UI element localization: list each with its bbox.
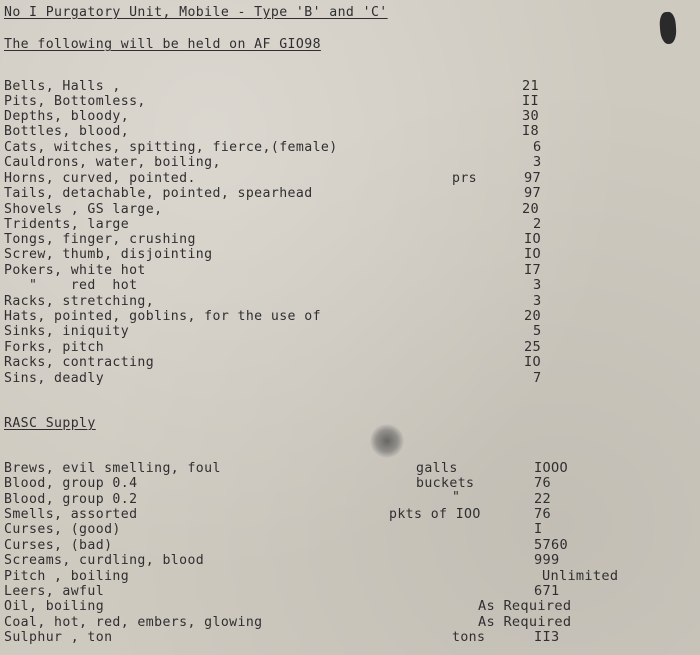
item-name: Racks, contracting <box>4 355 155 370</box>
item-qty: 25 <box>524 339 541 355</box>
item-name: Bottles, blood, <box>4 124 130 139</box>
item-qty: I <box>534 521 543 537</box>
item-name: Depths, bloody, <box>4 109 130 124</box>
item-qty: 76 <box>534 506 551 522</box>
item-name: Brews, evil smelling, foul <box>4 461 221 476</box>
item-qty: 5 <box>533 323 542 339</box>
item-qty: 2 <box>533 216 542 232</box>
section-heading: RASC Supply <box>4 416 96 431</box>
item-qty: 21 <box>522 78 539 94</box>
item-qty: I8 <box>522 123 539 139</box>
item-name: Cats, witches, spitting, fierce,(female) <box>4 140 338 155</box>
item-qty: 30 <box>522 108 539 124</box>
item-name: Tongs, finger, crushing <box>4 232 196 247</box>
item-qty: I7 <box>524 262 541 278</box>
item-qty: 20 <box>524 308 541 324</box>
stain-mark <box>659 11 677 44</box>
item-name: Curses, (good) <box>4 522 121 537</box>
item-qty: 76 <box>534 475 551 491</box>
item-unit: tons <box>452 630 486 645</box>
item-name: Coal, hot, red, embers, glowing <box>4 615 263 630</box>
item-name: Hats, pointed, goblins, for the use of <box>4 309 321 324</box>
item-name: Pits, Bottomless, <box>4 94 146 109</box>
item-name: Screams, curdling, blood <box>4 553 205 568</box>
item-name: Screw, thumb, disjointing <box>4 247 213 262</box>
item-qty: IOOO <box>534 460 568 476</box>
item-unit: prs <box>452 171 478 186</box>
item-name: Curses, (bad) <box>4 538 113 553</box>
item-name: Shovels , GS large, <box>4 202 163 217</box>
item-name: Sins, deadly <box>4 371 105 386</box>
item-qty: As Required <box>478 614 572 630</box>
item-name: Leers, awful <box>4 584 105 599</box>
item-name: Sinks, iniquity <box>4 324 130 339</box>
item-qty: 22 <box>534 491 551 507</box>
item-qty: 5760 <box>534 537 568 553</box>
item-name: Blood, group 0.4 <box>4 476 138 491</box>
document-subtitle: The following will be held on AF GIO98 <box>4 37 321 52</box>
item-qty: 999 <box>534 552 560 568</box>
item-name: Pitch , boiling <box>4 569 130 584</box>
item-name: Pokers, white hot <box>4 263 146 278</box>
item-qty: 6 <box>533 139 542 155</box>
item-name: Tridents, large <box>4 217 130 232</box>
item-name: Blood, group 0.2 <box>4 492 138 507</box>
item-name: " red hot <box>4 278 138 293</box>
item-name: Racks, stretching, <box>4 294 155 309</box>
item-name: Horns, curved, pointed. <box>4 171 196 186</box>
item-name: Sulphur , ton <box>4 630 113 645</box>
item-qty: IO <box>524 246 541 262</box>
item-name: Cauldrons, water, boiling, <box>4 155 221 170</box>
item-unit: galls <box>416 461 458 476</box>
document-title: No I Purgatory Unit, Mobile - Type 'B' and 'C' <box>4 5 388 20</box>
item-name: Bells, Halls , <box>4 79 121 94</box>
item-qty: 20 <box>522 201 539 217</box>
item-qty: IO <box>524 231 541 247</box>
item-qty: 671 <box>534 583 560 599</box>
item-qty: As Required <box>478 598 572 614</box>
item-unit: buckets <box>416 476 475 491</box>
item-qty: 3 <box>533 277 542 293</box>
item-qty: II <box>522 93 539 109</box>
item-qty: 97 <box>524 170 541 186</box>
ink-blot <box>370 424 404 458</box>
item-name: Oil, boiling <box>4 599 105 614</box>
item-name: Smells, assorted <box>4 507 138 522</box>
item-qty: 7 <box>533 370 542 386</box>
item-qty: IO <box>524 354 541 370</box>
item-name: Tails, detachable, pointed, spearhead <box>4 186 313 201</box>
item-qty: Unlimited <box>542 568 619 584</box>
item-qty: 3 <box>533 293 542 309</box>
item-qty: II3 <box>534 629 560 645</box>
item-name: Forks, pitch <box>4 340 105 355</box>
item-qty: 97 <box>524 185 541 201</box>
item-qty: 3 <box>533 154 542 170</box>
item-unit: " <box>452 490 461 505</box>
item-unit: pkts of IOO <box>389 507 481 522</box>
